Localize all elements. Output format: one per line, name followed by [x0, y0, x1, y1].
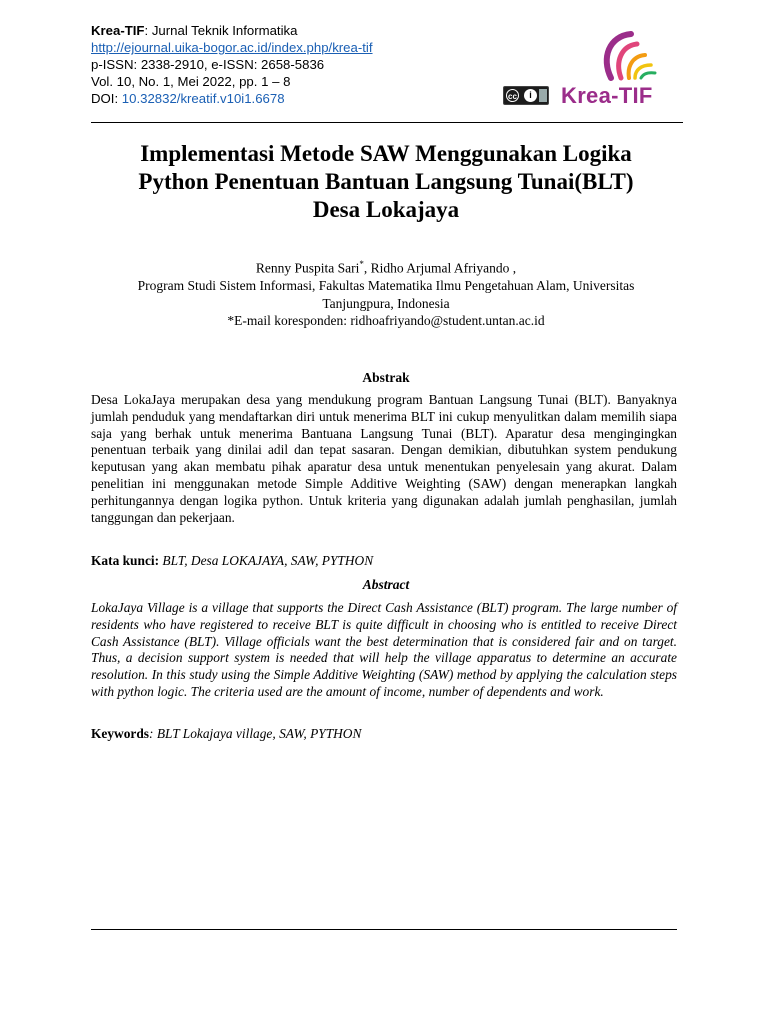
abstract-text: LokaJaya Village is a village that supports the Direct Cash Assistance (BLT) program. The large number of residents who have registered to receive BLT is quite difficult in choosing who is entitled to receive Direct Cash Assistance (BLT). Village officials want the best determination that is considered fair and on target. Thus, a decision support system is needed that will help the village apparatus to determine an accurate resolution. In this study using the Simple Additive Weighting (SAW) method by applying the calculation steps with python logic. The criteria used are the amount of income, number of dependents and work. [91, 600, 677, 699]
doi-link[interactable]: 10.32832/kreatif.v10i1.6678 [121, 91, 285, 106]
logo-text: Krea-TIF [561, 83, 653, 108]
cc-license-icon [503, 86, 549, 105]
corresponding-email: *E-mail koresponden: ridhoafriyando@student.untan.ac.id [227, 313, 545, 328]
keywords-value: BLT, Desa LOKAJAYA, SAW, PYTHON [159, 553, 374, 568]
journal-url-link[interactable]: http://ejournal.uika-bogor.ac.id/index.php/krea-tif [91, 40, 373, 55]
abstrak-heading: Abstrak [362, 370, 410, 385]
affiliation: Tanjungpura, Indonesia [322, 295, 450, 311]
cc-icon: cc [506, 89, 519, 102]
journal-header [91, 22, 681, 118]
journal-name: : Jurnal Teknik Informatika [144, 23, 298, 38]
title-line: Python Penentuan Bantuan Langsung Tunai(BLT) [138, 169, 634, 194]
keywords-value: : BLT Lokajaya village, SAW, PYTHON [149, 726, 362, 741]
affiliation: Program Studi Sistem Informasi, Fakultas Matematika Ilmu Pengetahuan Alam, Universitas [137, 278, 635, 293]
journal-brand: Krea-TIF [91, 23, 145, 38]
footer-divider [91, 929, 677, 930]
cc-strip [539, 89, 547, 102]
abstract-heading: Abstract [362, 577, 410, 592]
header-divider [91, 122, 683, 123]
author-name: Renny Puspita Sari [255, 260, 360, 276]
volume-line: Vol. 10, No. 1, Mei 2022, pp. 1 – 8 [91, 74, 291, 89]
title-line: Implementasi Metode SAW Menggunakan Logika [140, 141, 632, 166]
abstrak-text: Desa LokaJaya merupakan desa yang mendukung program Bantuan Langsung Tunai (BLT). Banyaknya jumlah penduduk yang mendaftarkan diri untuk menerima BLT ini cukup menyulitkan dalam memilih siapa saja yang berhak untuk menerima Bantuana Langsung Tunai (BLT). Aparatur desa mengingingkan penentuan terbaik yang dinilai adil dan tepat sasaran. Dengan demikian, dibutuhkan system pendukung keputusan yang akan membatu pihak aparatur desa untuk menentukan penyelesain yang akurat. Dalam penelitian ini menggunakan metode Simple Additive Weighting (SAW) dengan menerapkan langkah perhitungannya dengan logika python. Untuk kriteria yang digunakan adalah jumlah penghasilan, jumlah tanggungan dan pekerjaan. [91, 392, 677, 525]
title-line: Desa Lokajaya [312, 197, 460, 222]
paper-title [91, 140, 681, 224]
keywords-label: Keywords [91, 726, 150, 741]
corresponding-mark: * [359, 259, 364, 269]
keywords [91, 726, 677, 742]
author-block [91, 256, 681, 330]
krea-tif-logo-mark-icon [591, 28, 661, 84]
journal-logo [503, 28, 675, 108]
author-line [91, 256, 681, 277]
issn-line: p-ISSN: 2338-2910, e-ISSN: 2658-5836 [91, 57, 325, 72]
by-icon: i [524, 89, 537, 102]
author-name: , Ridho Arjumal Afriyando , [363, 260, 517, 276]
keywords-label: Kata kunci: [91, 553, 160, 568]
doi-label: DOI: [91, 91, 122, 106]
kata-kunci [91, 553, 677, 569]
